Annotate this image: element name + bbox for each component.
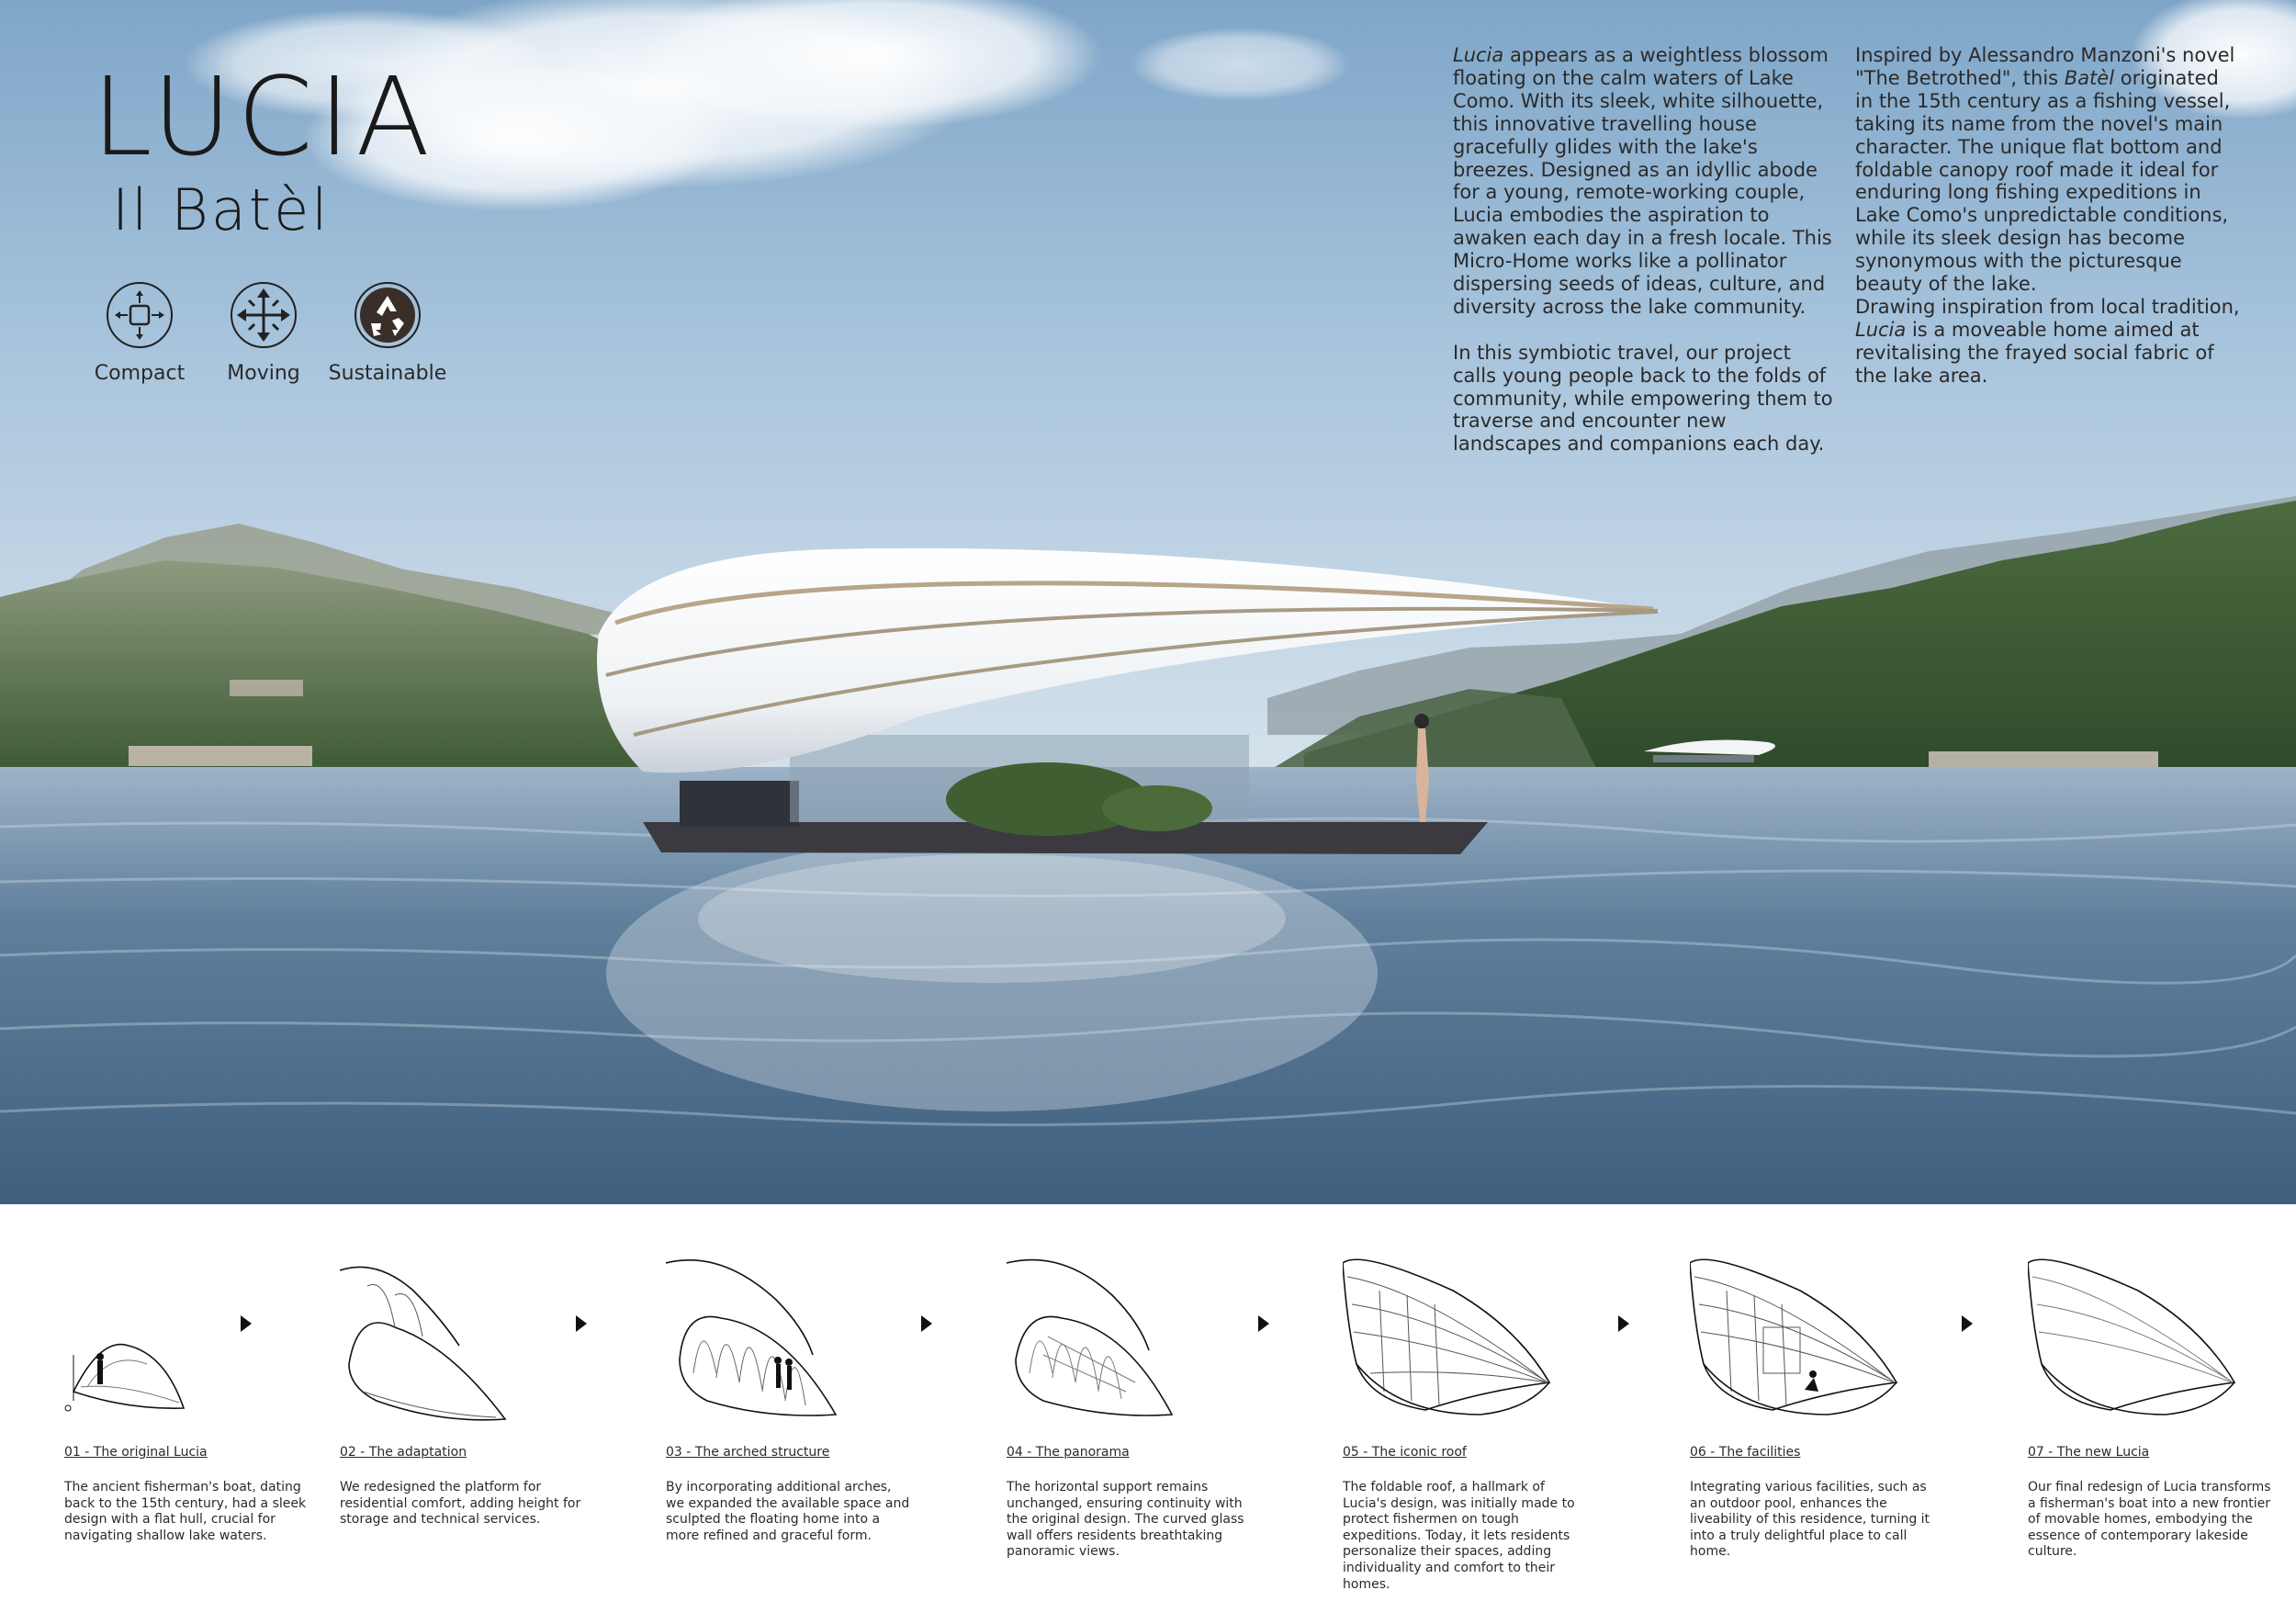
recycle-icon [354,281,422,349]
arched-structure-diagram [666,1254,918,1438]
intro-paragraph-1-text: appears as a weightless blossom floating on the calm waters of Lake Como. With its sleek, white silhouette, this innovative travelling house gracefully glides with the lake's breezes. Designed as an idyllic abode for a young, remote-working couple, Lucia embodies the aspiration to awaken each day in a fresh locale. This Micro-Home works like a pollinator dispersing seeds of ideas, culture, and diversity across the lake community. [1453,44,1832,318]
intro-paragraph-3: Inspired by Alessandro Manzoni's novel "The Betrothed", this Batèl originated in the 15th century as a fishing vessel, taking its name from the novel's main character. The unique flat bottom and foldable canopy roof made it ideal for enduring long fishing expeditions in Lake Como's unpredictable conditions, while its sleek design has become synonymous with the picturesque beauty of the lake. [1855,44,2235,296]
step-arrow-icon [241,1315,252,1332]
feature-moving-label: Moving [227,362,300,385]
project-subtitle: Il Batèl [112,176,331,243]
step-arrow-icon [1258,1315,1269,1332]
original-boat-diagram [64,1254,317,1438]
new-lucia-diagram [2028,1254,2280,1438]
panorama-diagram [1007,1254,1259,1438]
process-step [2028,1254,2280,1560]
process-step [1343,1254,1595,1592]
process-step [340,1254,592,1528]
step-arrow-icon [1618,1315,1629,1332]
project-title: LUCIA [92,53,436,180]
intro-paragraph-1 [1453,44,1839,319]
step-arrow-icon [1962,1315,1973,1332]
adaptation-diagram [340,1254,592,1438]
step-title: 03 - The arched structure [666,1445,830,1460]
process-step [64,1254,317,1543]
intro-column-left [1453,44,1839,456]
step-title: 06 - The facilities [1690,1445,1801,1460]
iconic-roof-diagram [1343,1254,1595,1438]
step-title: 05 - The iconic roof [1343,1445,1467,1460]
feature-compact-label: Compact [94,362,186,385]
process-step [1690,1254,1942,1560]
intro-name-italic: Lucia [1453,44,1504,66]
process-step [666,1254,918,1543]
process-step [1007,1254,1259,1560]
step-arrow-icon [921,1315,932,1332]
step-arrow-icon [576,1315,587,1332]
intro-paragraph-4: Drawing inspiration from local tradition, Lucia is a moveable home aimed at revitalising the frayed social fabric of the lake area. [1855,295,2240,387]
step-description: The horizontal support remains unchanged, ensuring continuity with the original design. The curved glass wall offers residents breathtaking panoramic views. [1007,1480,1244,1560]
step-title: 07 - The new Lucia [2028,1445,2150,1460]
step-description: We redesigned the platform for residential comfort, adding height for storage and technical services. [340,1480,581,1528]
step-title: 02 - The adaptation [340,1445,467,1460]
step-description: The ancient fisherman's boat, dating back to the 15th century, had a sleek design with a flat hull, crucial for navigating shallow lake waters. [64,1480,307,1543]
feature-sustainable [314,281,461,385]
compact-icon [106,281,174,349]
facilities-diagram [1690,1254,1942,1438]
step-description: By incorporating additional arches, we expanded the available space and sculpted the floating home into a more refined and graceful form. [666,1480,910,1543]
intro-column-right [1855,44,2241,388]
step-description: The foldable roof, a hallmark of Lucia's design, was initially made to protect fishermen on tough expeditions. Today, it lets residents personalize their spaces, adding individuality and comfort to their homes. [1343,1480,1575,1592]
step-title: 04 - The panorama [1007,1445,1130,1460]
move-arrows-icon [230,281,298,349]
step-title: 01 - The original Lucia [64,1445,208,1460]
step-description: Our final redesign of Lucia transforms a fisherman's boat into a new frontier of movable homes, embodying the essence of contemporary lakeside culture. [2028,1480,2271,1560]
intro-paragraph-2: In this symbiotic travel, our project calls young people back to the folds of community, while empowering them to traverse and encounter new landscapes and companions each day. [1453,341,1833,456]
feature-sustainable-label: Sustainable [328,362,447,385]
step-description: Integrating various facilities, such as an outdoor pool, enhances the liveability of this residence, turning it into a truly delightful place to call home. [1690,1480,1930,1560]
